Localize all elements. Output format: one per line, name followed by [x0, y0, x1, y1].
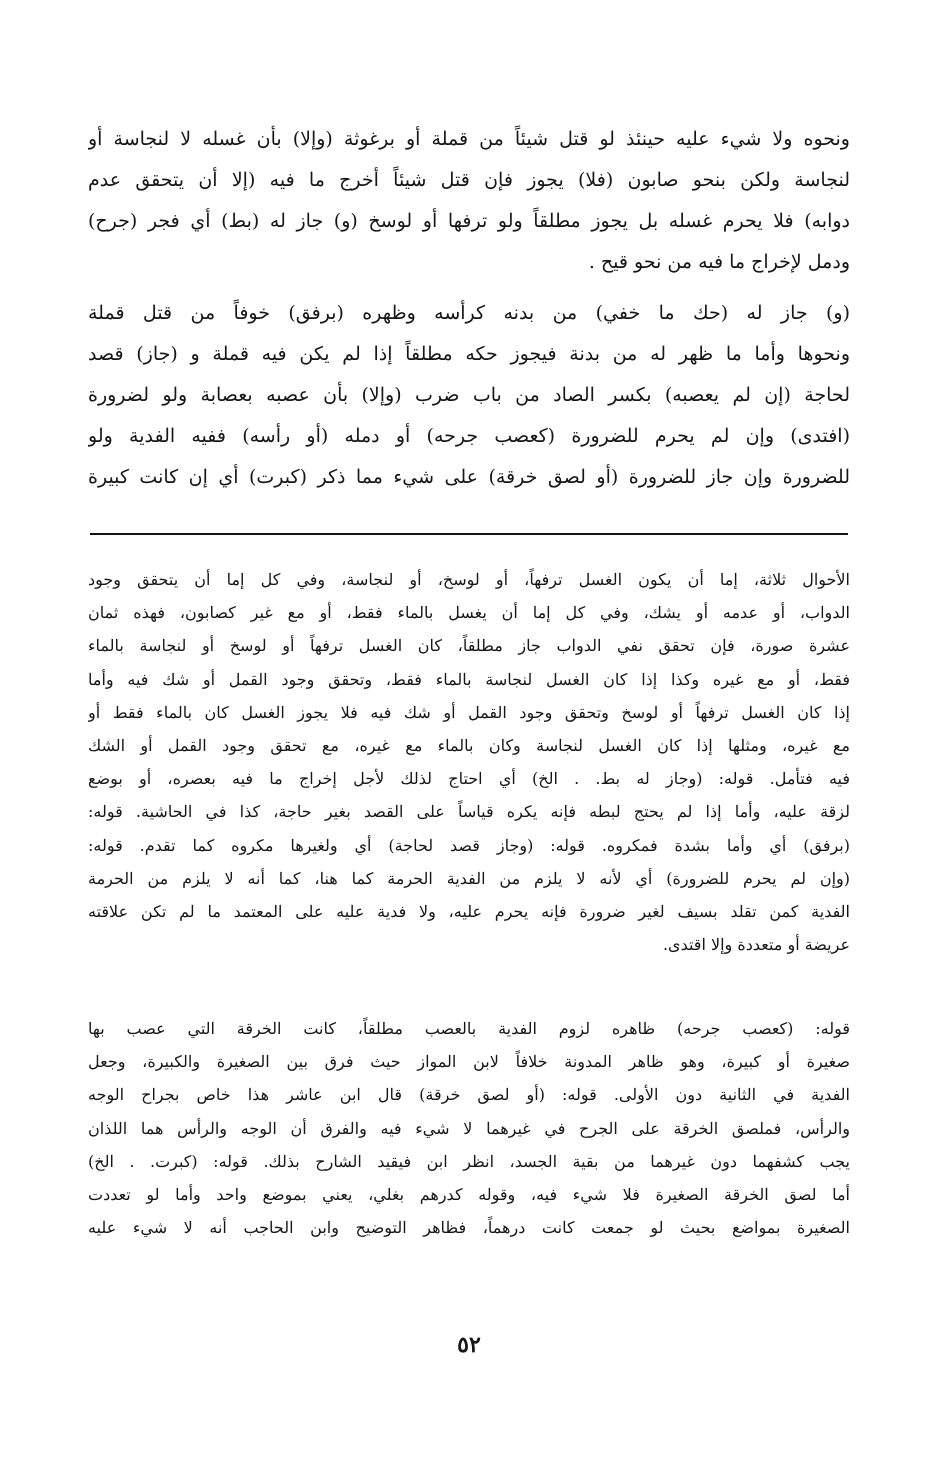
text-line: ونحوه ولا شيء عليه حينئذ لو قتل شيئاً من قملة أو برغوثة (وإلا) بأن غسله لا لنجاسة أو	[88, 128, 850, 150]
main-text-paragraph-2	[88, 293, 850, 498]
footnote-line: الدواب، أو عدمه أو يشك، وفي كل إما أن يغسل بالماء فقط، أو مع غير كصابون، فهذه ثمان	[88, 603, 850, 623]
footnote-line: فيه فتأمل. قوله: (وجاز له بط. . الخ) أي احتاج لذلك لأجل إخراج ما فيه بعصره، أو بوضع	[88, 769, 850, 789]
footnote-line: لزقة عليه، وأما إذا لم يحتج لبطه فإنه يكره قياساً على القصد بغير حاجة، كذا في الحاشية. قوله:	[88, 802, 850, 822]
footnote-line: الأحوال ثلاثة، إما أن يكون الغسل ترفهاً، أو لوسخ، أو لنجاسة، وفي كل إما أن يتحقق وجود	[88, 570, 850, 589]
text-line: ودمل لإخراج ما فيه من نحو قيح .	[588, 251, 850, 273]
footnote-paragraph-1	[88, 563, 850, 961]
page-number: ٥٢	[457, 1332, 481, 1358]
footnote-divider	[90, 533, 848, 535]
text-line: ونحوها وأما ما ظهر له من بدنة فيجوز حكه مطلقاً إذا لم يكن فيه قملة و (جاز) قصد	[88, 343, 850, 365]
text-line: لنجاسة ولكن بنحو صابون (فلا) يجوز فإن قتل شيئاً أخرج ما فيه (إلا أن يتحقق عدم	[88, 169, 850, 191]
footnote-line: يجب كشفهما دون غيرهما من بقية الجسد، انظر ابن فيقيد الشارح بذلك. قوله: (كبرت. . الخ)	[88, 1151, 850, 1171]
text-line: لحاجة (إن لم يعصبه) بكسر الصاد من باب ضرب (وإلا) بأن عصبه بعصابة ولو لضرورة	[88, 384, 850, 406]
text-line: للضرورة وإن جاز للضرورة (أو لصق خرقة) على شيء مما ذكر (كبرت) أي إن كانت كبيرة	[88, 466, 850, 488]
footnote-line: (برفق) أي وأما بشدة فمكروه. قوله: (وجاز قصد لحاجة) أي ولغيرها مكروه كما تقدم. قوله:	[88, 835, 850, 855]
footnote-line: قوله: (كعصب جرحه) ظاهره لزوم الفدية بالعصب مطلقاً، كانت الخرقة التي عصب بها	[88, 1019, 850, 1038]
footnote-line: مع غيره، ومثلها إذا كان الغسل لنجاسة وكان بالماء مع غيره، مع تحقق وجود القمل أو الشك	[88, 735, 850, 755]
footnote-line: الفدية كمن تقلد بسيف لغير ضرورة فإنه يحرم عليه، ولا فدية عليه على المعتمد ما لم تكن علاقته	[88, 901, 850, 921]
footnote-line: فقط، أو مع غيره وكذا إذا كان الغسل لنجاسة بالماء فقط، وتحقق وجود القمل أو شك فيه وأما	[88, 669, 850, 689]
footnote-line: صغيرة أو كبيرة، وهو ظاهر المدونة خلافاً لابن المواز حيث فرق بين الصغيرة والكبيرة، وجعل	[88, 1052, 850, 1072]
footnote-line: الصغيرة بمواضع بحيث لو جمعت كانت درهماً، فظاهر التوضيح وابن الحاجب أنه لا شيء عليه	[88, 1218, 850, 1238]
text-line: (و) جاز له (حك ما خفي) من بدنه كرأسه وظهره (برفق) خوفاً من قتل قملة	[88, 302, 850, 324]
main-text-paragraph-1	[88, 119, 850, 283]
text-line: دوابه) فلا يحرم غسله بل يجوز مطلقاً ولو ترفها أو لوسخ (و) جاز له (بط) أي فجر (جرح)	[88, 210, 850, 232]
footnote-paragraph-2	[88, 1012, 850, 1244]
text-line: (افتدى) وإن لم يحرم للضرورة (كعصب جرحه) أو دمله (أو رأسه) ففيه الفدية ولو	[88, 425, 850, 447]
footnote-line: أما لصق الخرقة الصغيرة فلا شيء فيه، وقوله كدرهم بغلي، يعني بموضع واحد وأما لو تعددت	[88, 1184, 850, 1204]
footnote-line: إذا كان الغسل ترفهاً أو لوسخ وتحقق وجود القمل أو شك فيه فلا يجوز الغسل كان بالماء فقط أو	[88, 702, 850, 722]
footnote-line: والرأس، فملصق الخرقة على الجرح في غيرهما لا شيء فيه والفرق أن الوجه والرأس هما اللذان	[88, 1118, 850, 1138]
footnote-line: الفدية في الثانية دون الأولى. قوله: (أو لصق خرقة) قال ابن عاشر هذا خاص بجراح الوجه	[88, 1085, 850, 1105]
footnote-line: (وإن لم يحرم للضرورة) أي لأنه لا يلزم من الفدية الحرمة كما هنا، كما أنه لا يلزم من الحرمة	[88, 868, 850, 888]
footnote-line: عريضة أو متعددة وإلا اقتدى.	[662, 935, 850, 955]
footnote-line: عشرة صورة، فإن تحقق نفي الدواب جاز مطلقاً، كان الغسل ترفهاً أو لوسخ أو لنجاسة بالماء	[88, 636, 850, 656]
